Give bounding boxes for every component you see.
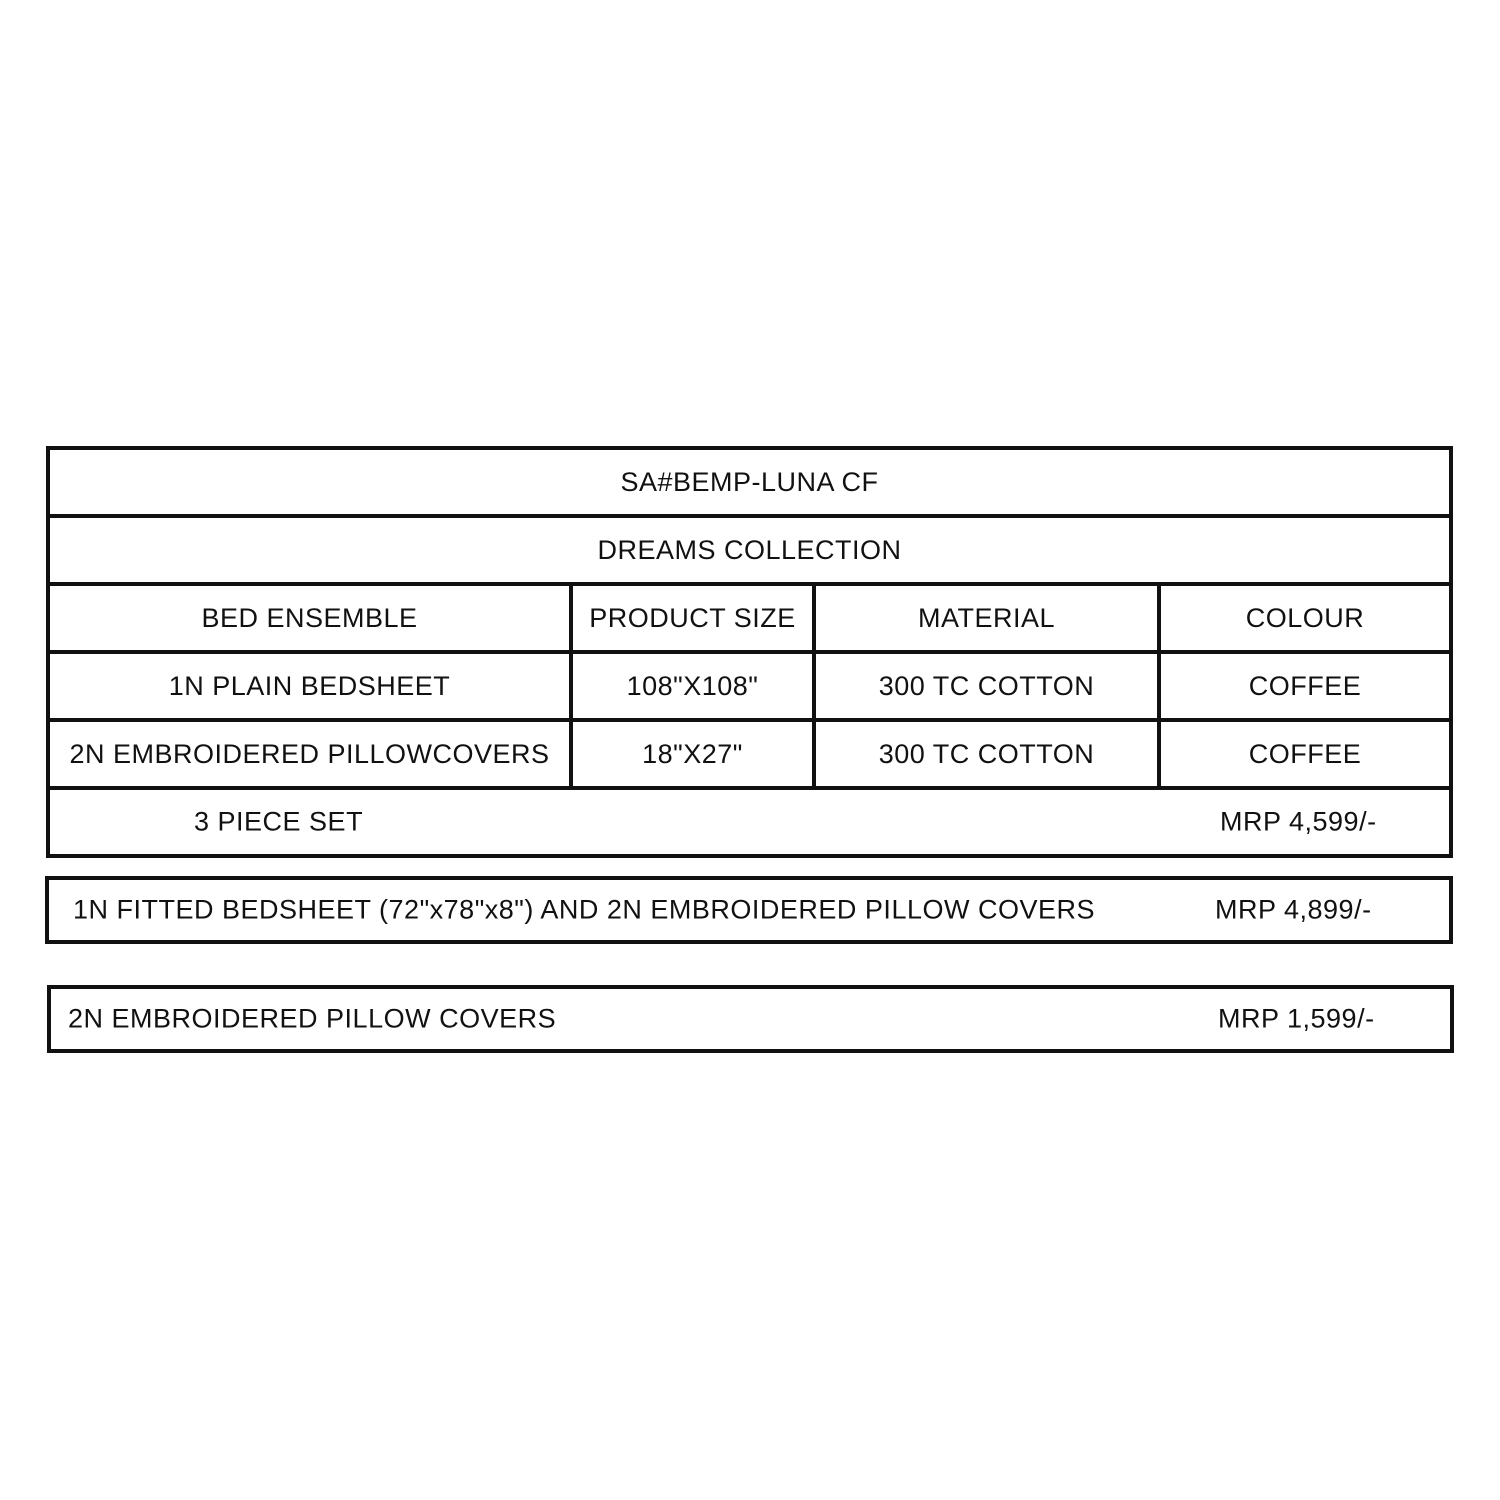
item-colour: COFFEE [1159,652,1451,720]
set-summary-row [48,788,1451,856]
product-spec-table [46,446,1453,858]
table-row [48,720,1451,788]
offer-price: MRP 1,599/- [1218,1003,1375,1034]
collection-row [48,516,1451,584]
item-material: 300 TC COTTON [814,652,1159,720]
header-row [48,584,1451,652]
item-name: 1N PLAIN BEDSHEET [48,652,571,720]
header-bed-ensemble: BED ENSEMBLE [48,584,571,652]
offer-description: 2N EMBROIDERED PILLOW COVERS [68,1003,557,1034]
table-row [48,652,1451,720]
set-price: MRP 4,599/- [1220,806,1377,837]
header-colour: COLOUR [1159,584,1451,652]
offer-box-pillow-covers [47,985,1454,1053]
collection-name: DREAMS COLLECTION [48,516,1451,584]
item-size: 108"X108" [571,652,814,720]
item-size: 18"X27" [571,720,814,788]
product-code: SA#BEMP-LUNA CF [48,448,1451,516]
item-material: 300 TC COTTON [814,720,1159,788]
offer-box-fitted-set [45,876,1453,944]
offer-description: 1N FITTED BEDSHEET (72"x78"x8") AND 2N EMBROIDERED PILLOW COVERS [73,894,1095,925]
header-material: MATERIAL [814,584,1159,652]
offer-price: MRP 4,899/- [1215,894,1372,925]
set-summary-cell [48,788,1451,856]
header-product-size: PRODUCT SIZE [571,584,814,652]
product-code-row [48,448,1451,516]
item-name: 2N EMBROIDERED PILLOWCOVERS [48,720,571,788]
set-label: 3 PIECE SET [194,806,364,837]
item-colour: COFFEE [1159,720,1451,788]
